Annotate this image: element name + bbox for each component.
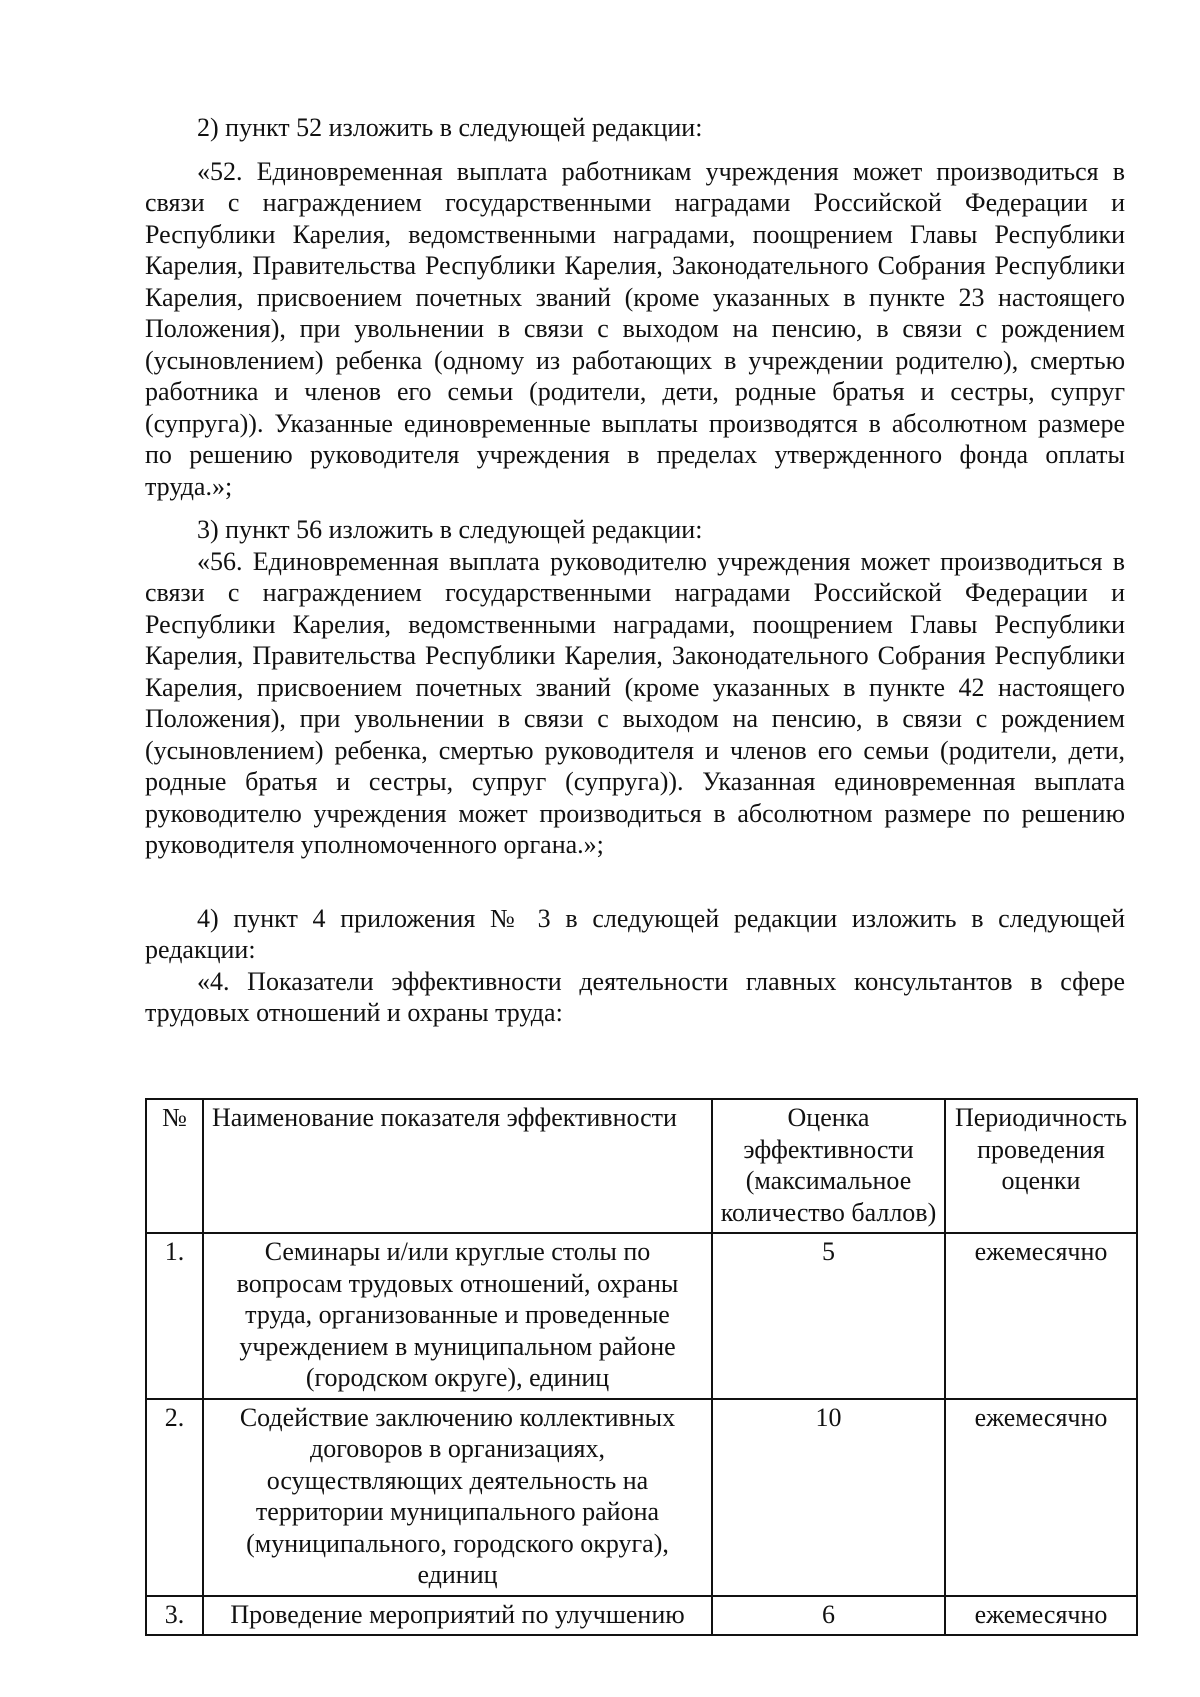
header-periodicity: Периодичность проведения оценки	[945, 1099, 1137, 1233]
row-score: 10	[712, 1399, 945, 1596]
row-number: 2.	[146, 1399, 203, 1596]
paragraph-item-3: 3) пункт 56 изложить в следующей редакции:	[197, 515, 703, 544]
table-row	[146, 1233, 1137, 1399]
paragraph-52-text: «52. Единовременная выплата работникам учреждения может производиться в связи с награждением государственными наградами Российской Федерации и Республики Карелия, ведомственными наградами, поощрением Главы Республики Карелия, Правительства Республики Карелия, Законодательного Собрания Республики Карелия, присвоением почетных званий (кроме указанных в пункте 23 настоящего Положения), при увольнении в связи с выходом на пенсию, в связи с рождением (усыновлением) ребенка (одному из работающих в учреждении родителю), смертью работника и членов его семьи (родители, дети, родные братья и сестры, супруг (супруга)). Указанные единовременные выплаты производятся в абсолютном размере по решению руководителя учреждения в пределах утвержденного фонда оплаты труда.»;	[145, 156, 1125, 501]
paragraph-item-2: 2) пункт 52 изложить в следующей редакции:	[197, 113, 703, 142]
table-header-row	[146, 1099, 1137, 1233]
table-row	[146, 1399, 1137, 1596]
row-indicator-name: Проведение мероприятий по улучшению	[203, 1596, 712, 1636]
row-indicator-name: Семинары и/или круглые столы по вопросам трудовых отношений, охраны труда, организованные и проведенные учреждением в муниципальном районе (городском округе), единиц	[203, 1233, 712, 1399]
table-row	[146, 1596, 1137, 1636]
row-number: 1.	[146, 1233, 203, 1399]
row-periodicity: ежемесячно	[945, 1233, 1137, 1399]
header-score: Оценка эффективности (максимальное количество баллов)	[712, 1099, 945, 1233]
row-score: 6	[712, 1596, 945, 1636]
header-indicator-name: Наименование показателя эффективности	[203, 1099, 712, 1233]
paragraph-56-text: «56. Единовременная выплата руководителю учреждения может производиться в связи с награждением государственными наградами Российской Федерации и Республики Карелия, ведомственными наградами, поощрением Главы Республики Карелия, Правительства Республики Карелия, Законодательного Собрания Республики Карелия, присвоением почетных званий (кроме указанных в пункте 42 настоящего Положения), при увольнении в связи с выходом на пенсию, в связи с рождением (усыновлением) ребенка, смертью руководителя и членов его семьи (родители, дети, родные братья и сестры, супруг (супруга)). Указанная единовременная выплата руководителю учреждения может производиться в абсолютном размере по решению руководителя уполномоченного органа.»;	[145, 546, 1125, 859]
paragraph-item-4: 4) пункт 4 приложения № 3 в следующей редакции изложить в следующей редакции:	[145, 903, 1125, 964]
row-periodicity: ежемесячно	[945, 1596, 1137, 1636]
row-periodicity: ежемесячно	[945, 1399, 1137, 1596]
header-number: №	[146, 1099, 203, 1233]
paragraph-indicators-intro: «4. Показатели эффективности деятельности главных консультантов в сфере трудовых отношений и охраны труда:	[145, 966, 1125, 1027]
indicators-table	[145, 1098, 1138, 1636]
row-score: 5	[712, 1233, 945, 1399]
document-body	[145, 112, 1125, 1029]
row-number: 3.	[146, 1596, 203, 1636]
row-indicator-name: Содействие заключению коллективных договоров в организациях, осуществляющих деятельность на территории муниципального района (муниципального, городского округа), единиц	[203, 1399, 712, 1596]
